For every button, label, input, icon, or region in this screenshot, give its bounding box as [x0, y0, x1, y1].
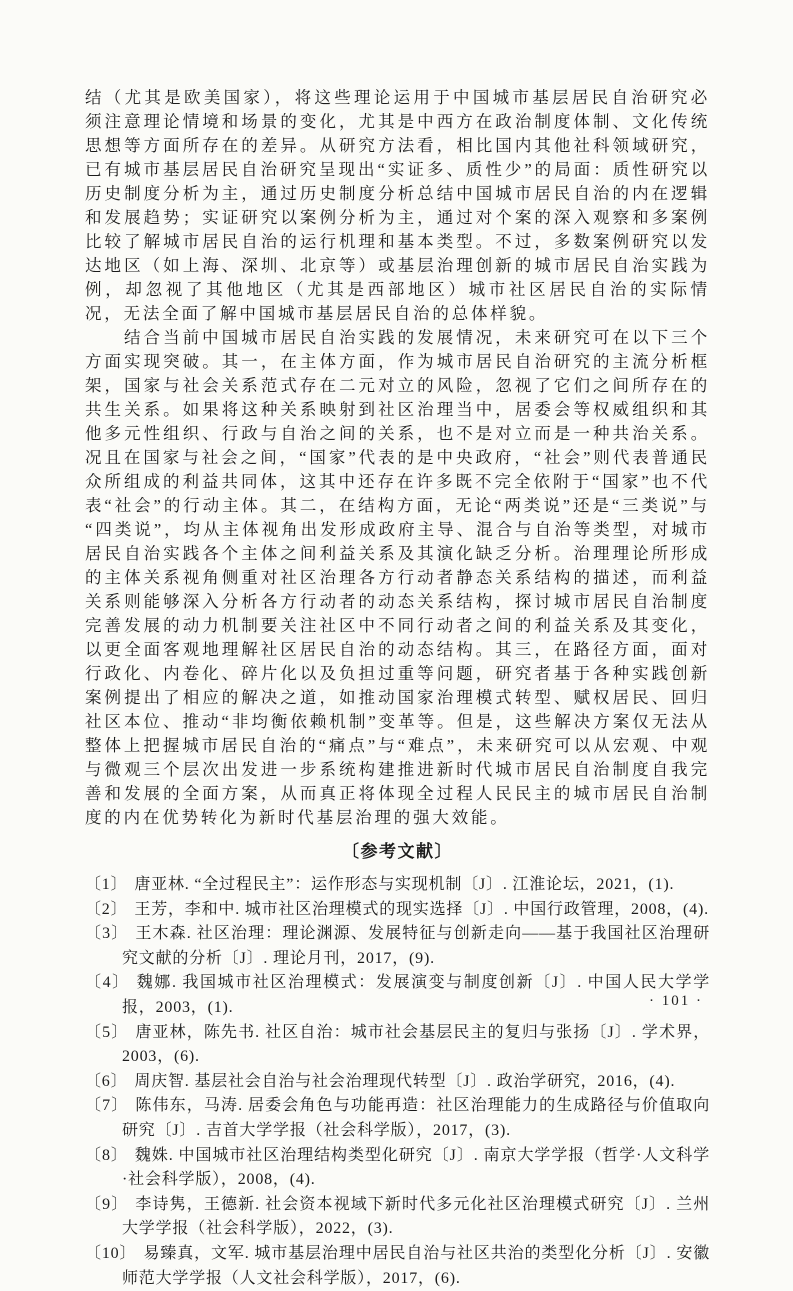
reference-entry — [85, 1070, 710, 1095]
reference-entry — [85, 873, 710, 898]
article-body — [85, 86, 710, 830]
reference-entry — [85, 1242, 710, 1291]
reference-number: 〔6〕 — [85, 1072, 128, 1090]
reference-number: 〔9〕 — [85, 1195, 129, 1213]
reference-text: 唐亚林，陈先书. 社区自治：城市社会基层民主的复归与张扬〔J〕. 学术界，2003，(6). — [122, 1023, 710, 1066]
reference-entry — [85, 1193, 710, 1242]
reference-number: 〔4〕 — [85, 974, 130, 992]
references-heading: 〔参考文献〕 — [342, 842, 453, 861]
reference-text: 周庆智. 基层社会自治与社会治理现代转型〔J〕. 政治学研究，2016，(4). — [134, 1072, 676, 1090]
reference-text: 王木森. 社区治理：理论渊源、发展特征与创新走向——基于我国社区治理研究文献的分析〔J〕. 理论月刊，2017，(9). — [122, 925, 710, 967]
reference-number: 〔7〕 — [85, 1097, 129, 1115]
reference-number: 〔2〕 — [85, 900, 128, 918]
reference-entry — [85, 922, 710, 971]
reference-text: 陈伟东，马涛. 居委会角色与功能再造：社区治理能力的生成路径与价值取向研究〔J〕. 吉首大学学报（社会科学版），2017，(3). — [122, 1097, 710, 1139]
reference-entry — [85, 1094, 710, 1143]
references-list — [85, 873, 710, 1291]
reference-text: 易臻真，文军. 城市基层治理中居民自治与社区共治的类型化分析〔J〕. 安徽师范大学学报（人文社会科学版），2017，(6). — [122, 1244, 711, 1287]
reference-text: 王芳，李和中. 城市社区治理模式的现实选择〔J〕. 中国行政管理，2008，(4). — [134, 900, 709, 918]
references-section — [85, 840, 710, 1291]
reference-text: 魏姝. 中国城市社区治理结构类型化研究〔J〕. 南京大学学报（哲学·人文科学·社会科学版），2008，(4). — [122, 1146, 710, 1189]
reference-number: 〔1〕 — [85, 876, 128, 893]
reference-text: 魏娜. 我国城市社区治理模式：发展演变与制度创新〔J〕. 中国人民大学学报，2003，(1). — [122, 974, 710, 1016]
reference-entry — [85, 1144, 710, 1193]
body-paragraph-continuation: 结（尤其是欧美国家），将这些理论运用于中国城市基层居民自治研究必须注意理论情境和场景的变化，尤其是中西方在政治制度体制、文化传统思想等方面所存在的差异。从研究方法看，相比国内其他社科领域研究，已有城市基层居民自治研究呈现出“实证多、质性少”的局面：质性研究以历史制度分析为主，通过历史制度分析总结中国城市居民自治的内在逻辑和发展趋势；实证研究以案例分析为主，通过对个案的深入观察和多案例比较了解城市居民自治的运行机理和基本类型。不过，多数案例研究以发达地区（如上海、深圳、北京等）或基层治理创新的城市居民自治实践为例，却忽视了其他地区（尤其是西部地区）城市社区居民自治的实际情况，无法全面了解中国城市基层居民自治的总体样貌。 — [85, 88, 710, 323]
reference-text: 李诗隽，王德新. 社会资本视域下新时代多元化社区治理模式研究〔J〕. 兰州大学学报（社会科学版），2022，(3). — [122, 1195, 710, 1238]
reference-number: 〔3〕 — [85, 925, 129, 943]
reference-entry — [85, 1021, 710, 1070]
reference-text: 唐亚林. “全过程民主”：运作形态与实现机制〔J〕. 江淮论坛，2021，(1). — [134, 876, 675, 893]
page-number: · 101 · — [649, 993, 703, 1009]
reference-number: 〔10〕 — [85, 1244, 137, 1262]
reference-entry — [85, 898, 710, 923]
reference-number: 〔8〕 — [85, 1146, 128, 1164]
reference-entry — [85, 971, 710, 1020]
body-paragraph: 结合当前中国城市居民自治实践的发展情况，未来研究可在以下三个方面实现突破。其一，在主体方面，作为城市居民自治研究的主流分析框架，国家与社会关系范式存在二元对立的风险，忽视了它们之间所存在的共生关系。如果将这种关系映射到社区治理当中，居委会等权威组织和其他多元性组织、行政与自治之间的关系，也不是对立而是一种共治关系。况且在国家与社会之间，“国家”代表的是中央政府，“社会”则代表普通民众所组成的利益共同体，这其中还存在许多既不完全依附于“国家”也不代表“社会”的行动主体。其二，在结构方面，无论“两类说”还是“三类说”与“四类说”，均从主体视角出发形成政府主导、混合与自治等类型，对城市居民自治实践各个主体之间利益关系及其演化缺乏分析。治理理论所形成的主体关系视角侧重对社区治理各方行动者静态关系结构的描述，而利益关系则能够深入分析各方行动者的动态关系结构，探讨城市居民自治制度完善发展的动力机制要关注社区中不同行动者之间的利益关系及其变化，以更全面客观地理解社区居民自治的动态结构。其三，在路径方面，面对行政化、内卷化、碎片化以及负担过重等问题，研究者基于各种实践创新案例提出了相应的解决之道，如推动国家治理模式转型、赋权居民、回归社区本位、推动“非均衡依赖机制”变革等。但是，这些解决方案仅无法从整体上把握城市居民自治的“痛点”与“难点”，未来研究可以从宏观、中观与微观三个层次出发进一步系统构建推进新时代城市居民自治制度自我完善和发展的全面方案，从而真正将体现全过程人民民主的城市居民自治制度的内在优势转化为新时代基层治理的强大效能。 — [85, 328, 710, 827]
reference-number: 〔5〕 — [85, 1023, 129, 1041]
